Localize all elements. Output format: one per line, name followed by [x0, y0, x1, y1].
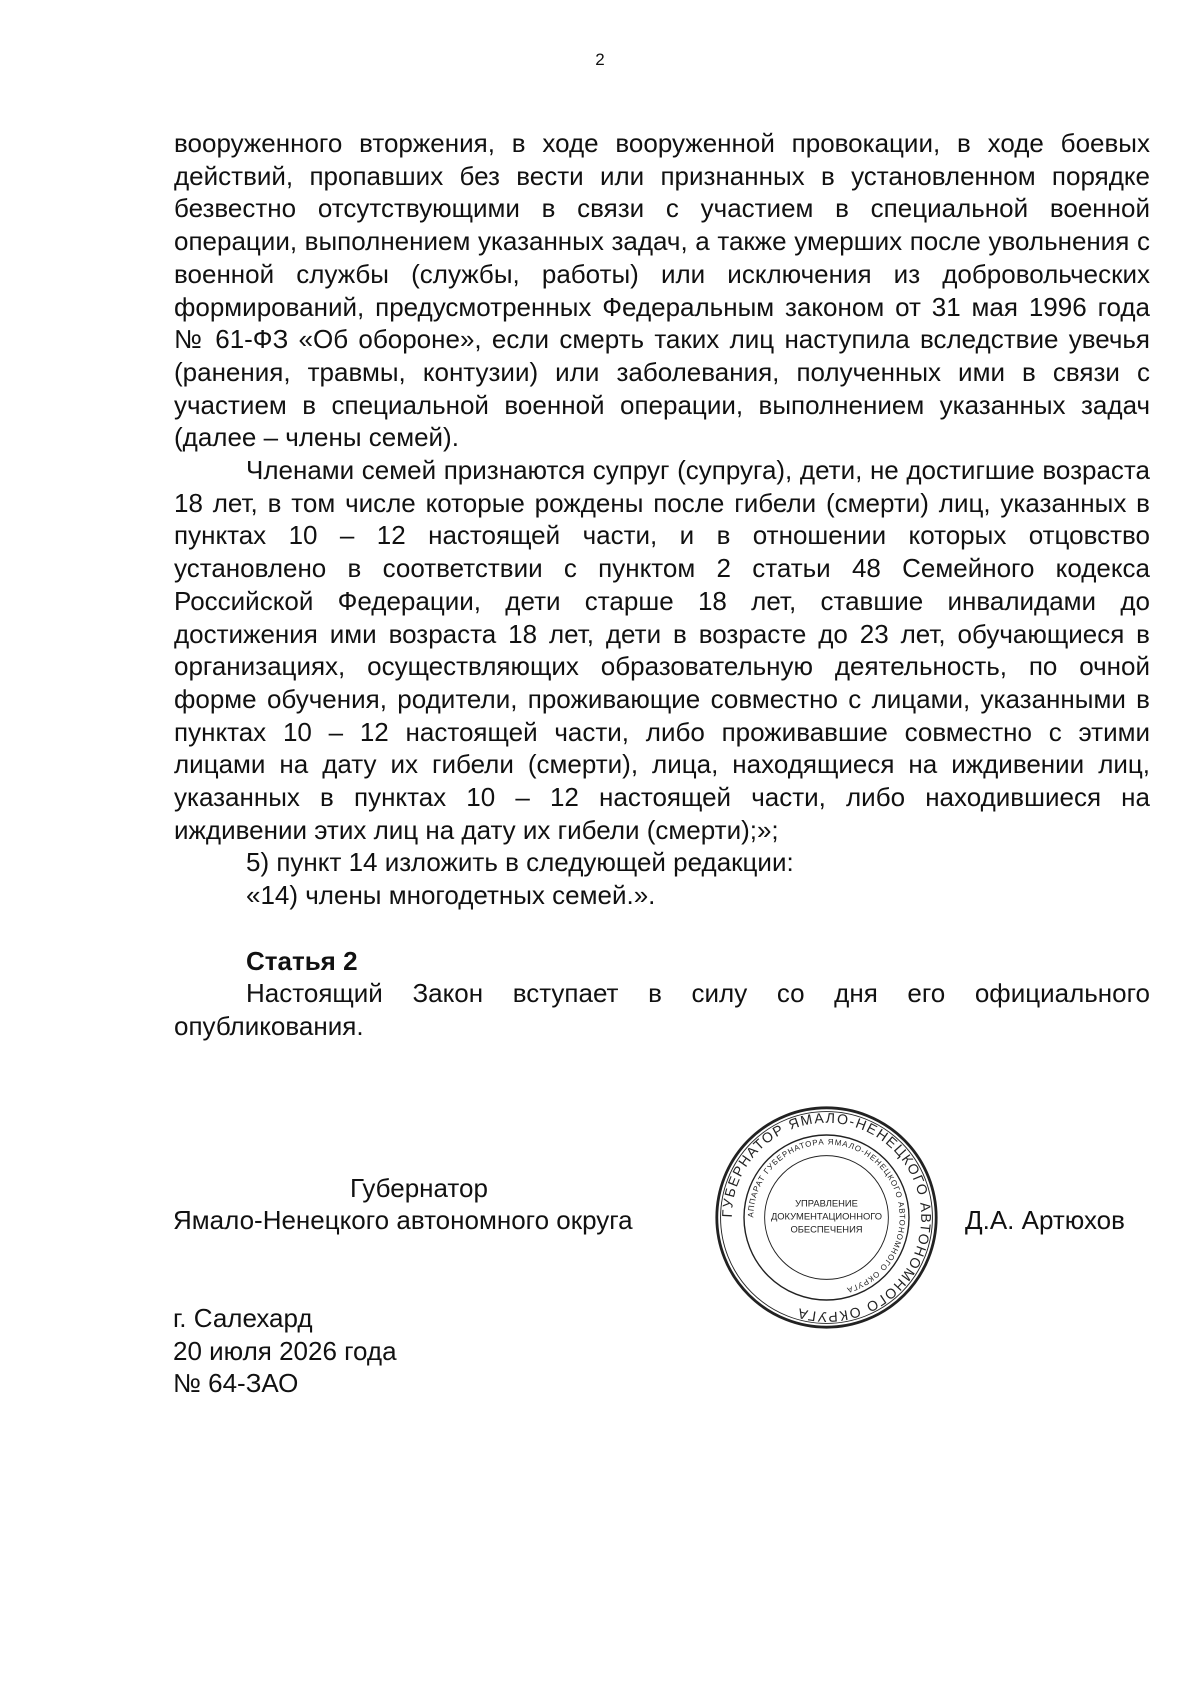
document-footer: [173, 1302, 397, 1400]
law-number: № 64-ЗАО: [173, 1368, 299, 1399]
paragraph: Членами семей признаются супруг (супруга), дети, не достигшие возраста 18 лет, в том числе которые рождены после гибели (смерти) лиц, указанных в пунктах 10 – 12 настоящей части, и в отношении которых отцовство установлено в соответствии с пунктом 2 статьи 48 Семейного кодекса Российской Федерации, дети старше 18 лет, ставшие инвалидами до достижения ими возраста 18 лет, дети в возрасте до 23 лет, обучающиеся в организациях, осуществляющих образовательную деятельность, по очной форме обучения, родители, проживающие совместно с лицами, указанными в пунктах 10 – 12 настоящей части, либо проживавшие совместно с этими лицами на дату их гибели (смерти), лица, находящиеся на иждивении лиц, указанных в пунктах 10 – 12 настоящей части, либо находившиеся на иждивении этих лиц на дату их гибели (смерти);»;: [174, 455, 1150, 845]
place-text: г. Салехард: [173, 1303, 313, 1333]
seal-center-line: УПРАВЛЕНИЕ: [795, 1198, 858, 1209]
article-text: Настоящий Закон вступает в силу со дня его официального опубликования.: [174, 978, 1150, 1041]
signatory-title: Губернатор: [350, 1173, 488, 1203]
document-body: [174, 127, 1150, 1043]
seal-inner-text: АППАРАТ ГУБЕРНАТОРА ЯМАЛО-НЕНЕЦКОГО АВТОНОМНОГО ОКРУГА: [746, 1137, 907, 1295]
seal-center-line: ДОКУМЕНТАЦИОННОГО: [770, 1211, 883, 1222]
paragraph: «14) члены многодетных семей.».: [246, 880, 656, 911]
date-text: 20 июля 2026 года: [173, 1335, 397, 1366]
seal-center-line: ОБЕСПЕЧЕНИЯ: [790, 1224, 863, 1235]
signatory-region: Ямало-Ненецкого автономного округа: [173, 1205, 633, 1235]
seal-outer-text: ГУБЕРНАТОР ЯМАЛО-НЕНЕЦКОГО АВТОНОМНОГО ОКРУГА: [718, 1109, 935, 1326]
paragraph: 5) пункт 14 изложить в следующей редакции:: [246, 847, 794, 878]
paragraph: вооруженного вторжения, в ходе вооруженной провокации, в ходе боевых действий, пропавших без вести или признанных в установленном порядке безвестно отсутствующими в связи с участием в специальной военной операции, выполнением указанных задач, а также умерших после увольнения с военной службы (службы, работы) или исключения из добровольческих формирований, предусмотренных Федеральным законом от 31 мая 1996 года № 61-ФЗ «Об обороне», если смерть таких лиц наступила вследствие увечья (ранения, травмы, контузии) или заболевания, полученных ими в связи с участием в специальной военной операции, выполнением указанных задач (далее – члены семей).: [174, 128, 1150, 453]
signatory-name: Д.А. Артюхов: [965, 1205, 1125, 1235]
page-number: 2: [595, 50, 605, 69]
official-seal: [714, 1105, 939, 1330]
article-heading: Статья 2: [246, 945, 358, 976]
